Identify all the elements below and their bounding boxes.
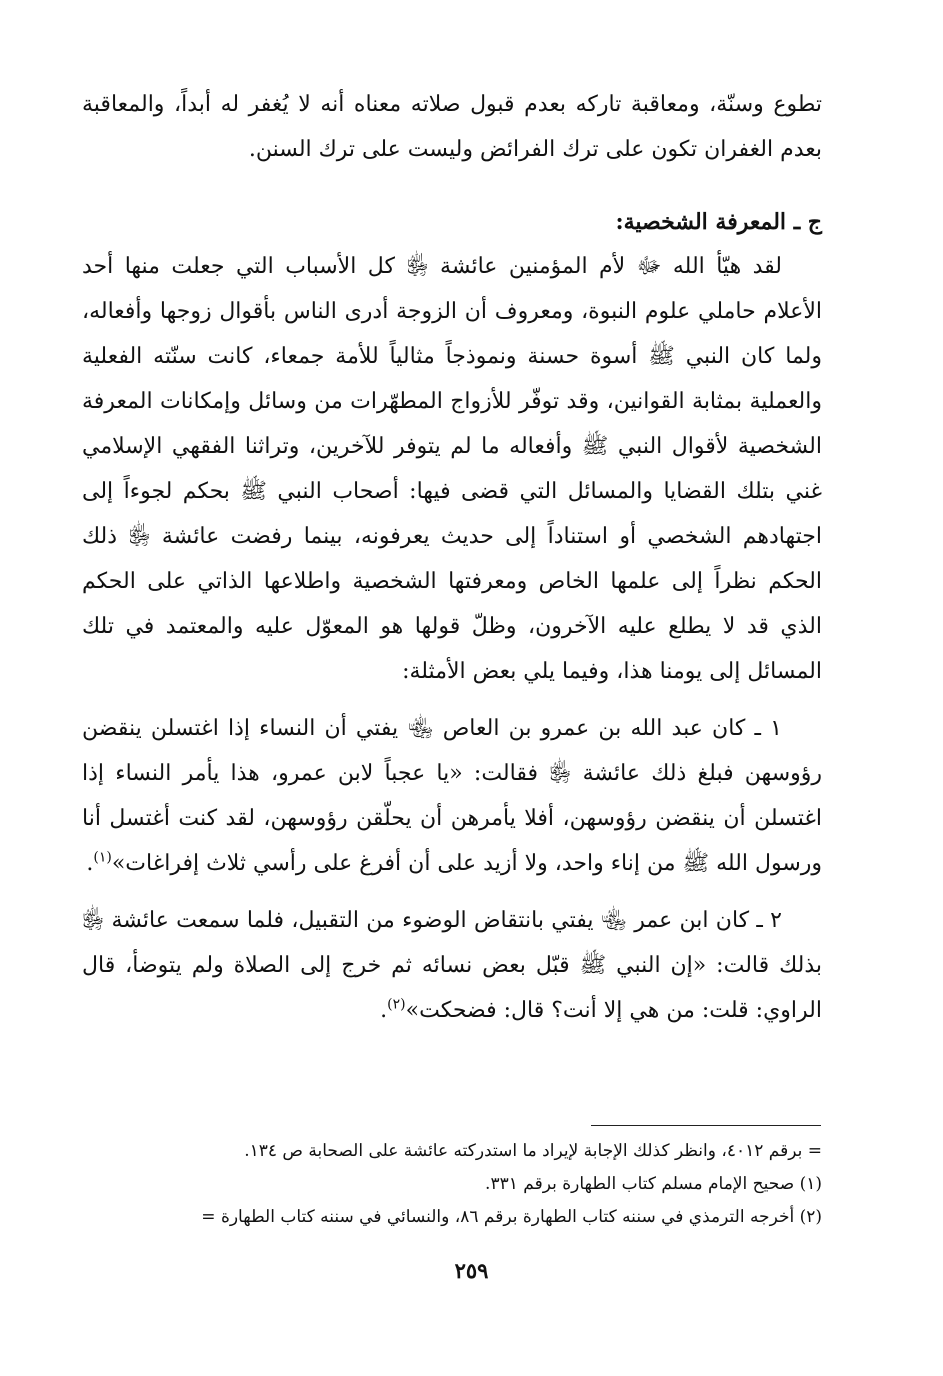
footnote-separator (591, 1125, 821, 1126)
footnote-continuation: = برقم ٤٠١٢، وانظر كذلك الإجابة لإيراد ما استدركته عائشة على الصحابة ص ١٣٤. (244, 1141, 822, 1161)
example-2-end: . (380, 998, 388, 1023)
page-number: ٢٥٩ (454, 1258, 489, 1283)
example-2-text: ٢ ـ كان ابن عمر ﵄ يفتي بانتقاض الوضوء من التقبيل، فلما سمعت عائشة ﵂ بذلك قالت: «إن النبي ﷺ قبّل بعض نسائه ثم خرج إلى الصلاة ولم يتوضأ، قال الراوي: قلت: من هي إلا أنت؟ قال: فضحكت» (82, 908, 822, 1023)
example-2-paragraph (82, 898, 822, 1033)
footnote-ref-2: (٢) (387, 996, 406, 1013)
example-1-text: ١ ـ كان عبد الله بن عمرو بن العاص ﵄ يفتي أن النساء إذا اغتسلن ينقضن رؤوسهن فبلغ ذلك عائشة ﵂ فقالت: «يا عجباً لابن عمرو، هذا يأمر النساء إذا اغتسلن أن ينقضن رؤوسهن، أفلا يأمرهن أن يحلّقن رؤوسهن، لقد كنت أغتسل أنا ورسول الله ﷺ من إناء واحد، ولا أزيد على أن أفرغ على رأسي ثلاث إفراغات» (82, 716, 822, 876)
section-body-paragraph: لقد هيّأ الله ﷻ لأم المؤمنين عائشة ﵂ كل الأسباب التي جعلت منها أحد الأعلام حاملي علوم النبوة، ومعروف أن الزوجة أدرى الناس بأقوال زوجها وأفعاله، ولما كان النبي ﷺ أسوة حسنة ونموذجاً مثالياً للأمة جمعاء، كانت سنّته الفعلية والعملية بمثابة القوانين، وقد توفّر للأزواج المطهّرات من وسائل وإمكانات المعرفة الشخصية لأقوال النبي ﷺ وأفعاله ما لم يتوفر للآخرين، وتراثنا الفقهي الإسلامي غني بتلك القضايا والمسائل التي قضى فيها: أصحاب النبي ﷺ بحكم لجوءاً إلى اجتهادهم الشخصي أو استناداً إلى حديث يعرفونه، بينما رفضت عائشة ﵂ ذلك الحكم نظراً إلى علمها الخاص ومعرفتها الشخصية واطلاعها الذاتي على الحكم الذي قد لا يطلع عليه الآخرون، وظلّ قولها هو المعوّل عليه والمعتمد في تلك المسائل إلى يومنا هذا، وفيما يلي بعض الأمثلة: (82, 254, 822, 684)
example-1-paragraph (82, 706, 822, 886)
footnotes (82, 1135, 822, 1234)
footnote-ref-1: (١) (93, 849, 112, 866)
example-1-end: . (86, 851, 94, 876)
intro-paragraph: تطوع وسنّة، ومعاقبة تاركه بعدم قبول صلاته معناه أنه لا يُغفر له أبداً، والمعاقبة بعدم الغفران تكون على ترك الفرائض وليست على ترك السنن. (82, 92, 822, 162)
footnote-1: (١) صحيح الإمام مسلم كتاب الطهارة برقم ٣٣١. (485, 1174, 822, 1194)
page-body (82, 82, 822, 1033)
section-heading: ج ـ المعرفة الشخصية: (615, 209, 822, 235)
footnote-2: (٢) أخرجه الترمذي في سننه كتاب الطهارة برقم ٨٦، والنسائي في سننه كتاب الطهارة = (201, 1207, 822, 1227)
